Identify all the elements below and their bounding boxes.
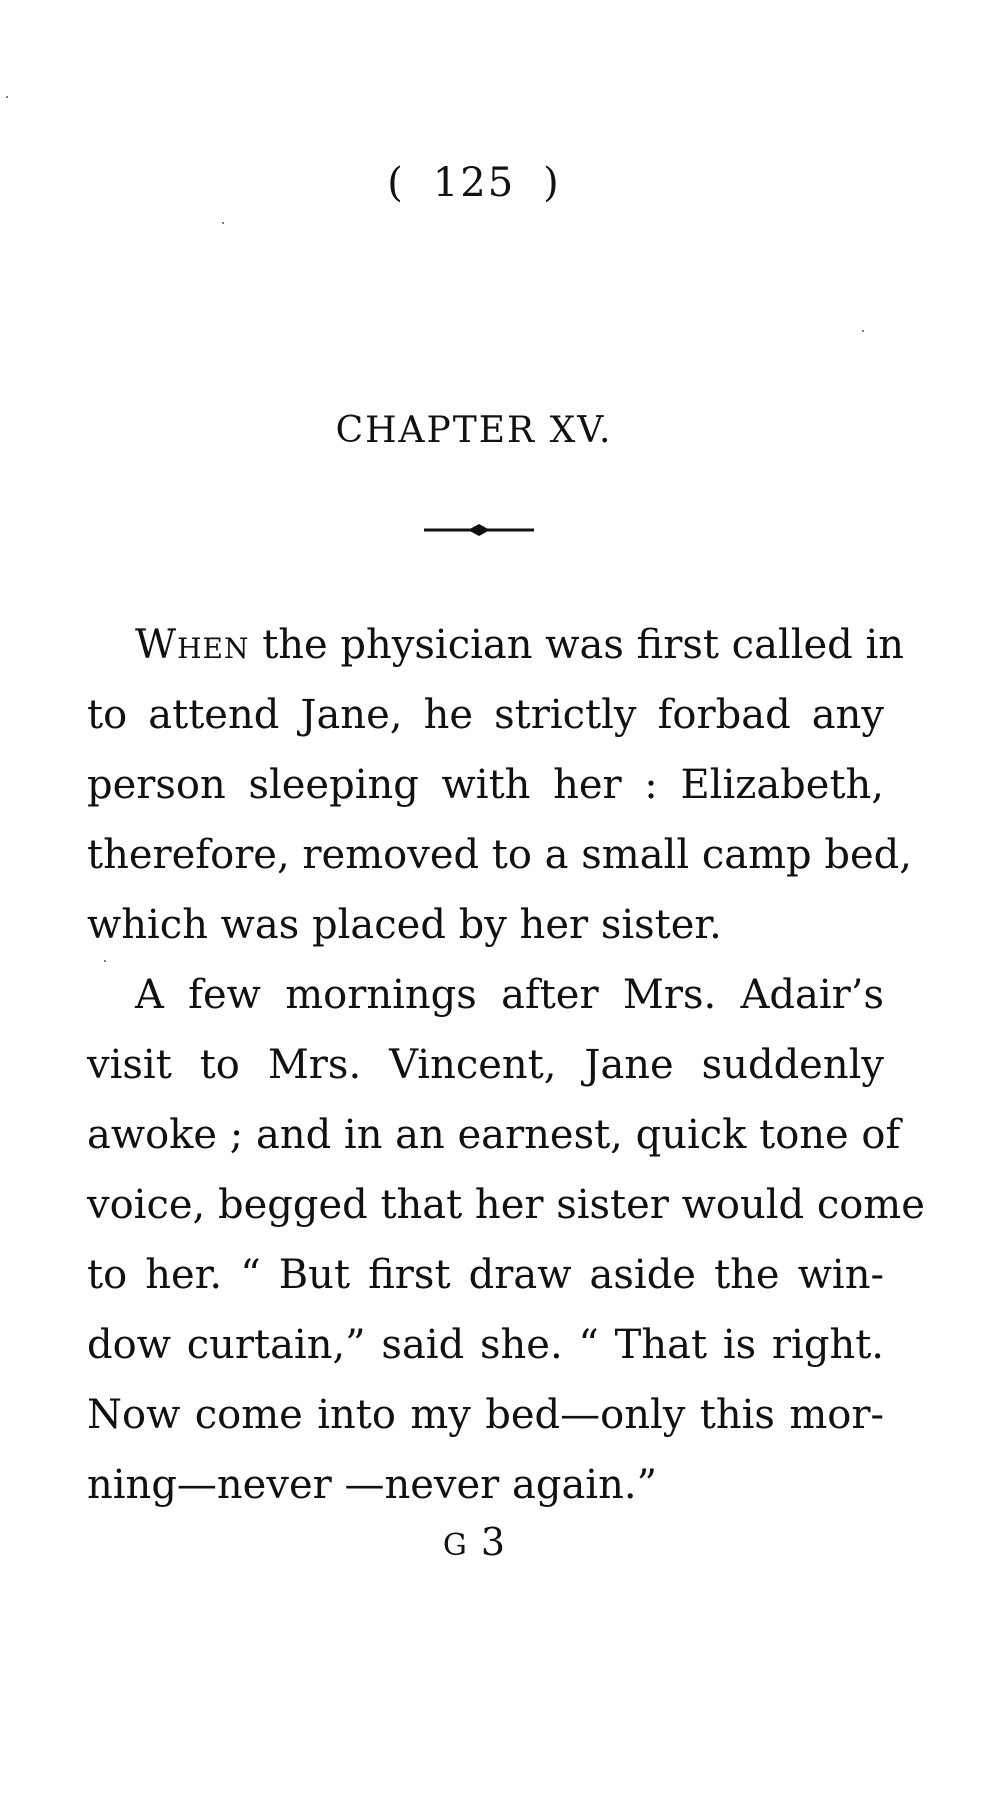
print-speck <box>222 222 224 224</box>
signature-number: 3 <box>480 1520 506 1564</box>
paragraph-2-line-7: Now come into my bed—only this mor- <box>87 1392 884 1438</box>
signature-mark <box>0 1520 948 1564</box>
signature-letter: G <box>442 1528 467 1563</box>
print-speck <box>862 330 864 332</box>
paragraph-1-line-3: person sleeping with her : Elizabeth, <box>87 762 884 808</box>
print-speck <box>104 960 106 962</box>
paragraph-1-line-4: therefore, removed to a small camp bed, <box>87 832 912 878</box>
body-text <box>87 610 925 1520</box>
paragraph-1-line-2: to attend Jane, he strictly forbad any <box>87 692 884 738</box>
paragraph-2-line-5: to her. “ But first draw aside the win- <box>87 1252 884 1298</box>
paragraph-2-line-3: awoke ; and in an earnest, quick tone of <box>87 1112 901 1158</box>
paragraph-2-line-1: A few mornings after Mrs. Adair’s <box>135 972 884 1018</box>
page-number-open-paren: ( <box>387 160 405 206</box>
paragraph-1-line-5: which was placed by her sister. <box>87 902 722 948</box>
paragraph-2-line-8: ning—never —never again.” <box>87 1462 658 1508</box>
chapter-ornament-icon <box>424 520 534 540</box>
print-speck <box>6 96 8 98</box>
page-number <box>0 160 948 206</box>
paragraph-2-line-4: voice, begged that her sister would come <box>87 1182 925 1228</box>
paragraph-2-line-6: dow curtain,” said she. “ That is right. <box>87 1322 884 1368</box>
page-number-value: 125 <box>432 160 516 206</box>
paragraph-1-line-1: When the physician was first called in <box>135 622 905 668</box>
paragraph-2-line-2: visit to Mrs. Vincent, Jane suddenly <box>87 1042 884 1088</box>
chapter-title: CHAPTER XV. <box>335 410 613 451</box>
drop-word: When <box>135 622 250 668</box>
page-number-close-paren: ) <box>543 160 561 206</box>
